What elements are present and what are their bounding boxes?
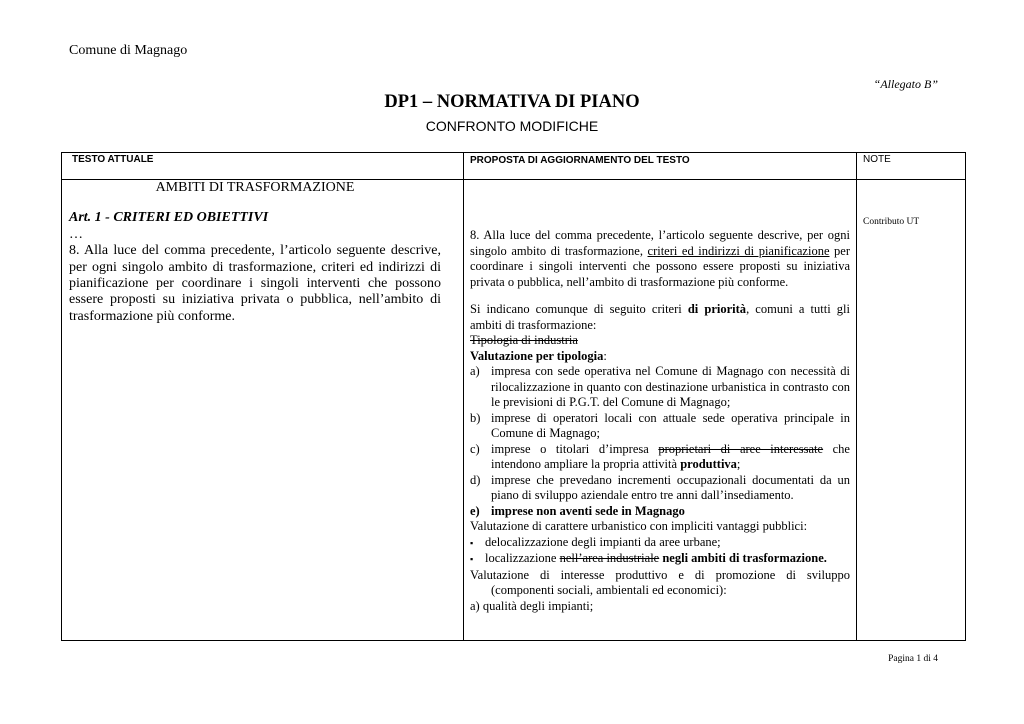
text-run: imprese che prevedano incrementi occupazionali documentati da un piano di sviluppo aziendale entro tre anni dall’insediamento. bbox=[491, 472, 850, 502]
current-text-cell bbox=[69, 180, 441, 325]
list-label: b) bbox=[470, 410, 481, 425]
underlined-text: criteri ed indirizzi di pianificazione bbox=[647, 243, 830, 258]
bullet-item-2 bbox=[470, 551, 850, 568]
list-label: c) bbox=[470, 441, 480, 456]
priority-intro bbox=[470, 302, 850, 333]
text-run: imprese non aventi sede in Magnago bbox=[491, 503, 685, 518]
bold-text: Valutazione per tipologia bbox=[470, 348, 604, 363]
text-run: , comuni a tutti gli ambiti di trasformazione: bbox=[470, 302, 850, 332]
bullet-item-1 bbox=[470, 535, 850, 552]
list-item-b bbox=[470, 411, 850, 442]
proposal-paragraph-8 bbox=[470, 228, 850, 290]
column-header-current: TESTO ATTUALE bbox=[72, 154, 154, 165]
document-subtitle: CONFRONTO MODIFICHE bbox=[425, 118, 599, 134]
struck-text: proprietari di aree interessate bbox=[658, 441, 824, 456]
text-run: Si indicano comunque di seguito criteri bbox=[470, 302, 688, 316]
bullet-icon: ▪ bbox=[470, 537, 474, 548]
list-label: e) bbox=[470, 503, 480, 518]
text-run: impresa con sede operativa nel Comune di Magnago con necessità di rilocalizzazione in quanto con destinazione urbanistica in contrasto con le previsioni di P.G.T. del Comune di Magnago; bbox=[491, 364, 850, 409]
list-item-a bbox=[470, 364, 850, 411]
text-run: che intendono ampliare la propria attività bbox=[491, 441, 850, 471]
section-title: AMBITI DI TRASFORMAZIONE bbox=[155, 180, 355, 195]
note-contribution: Contributo UT bbox=[863, 217, 920, 227]
text-run: ; bbox=[736, 457, 741, 471]
text-run: imprese o titolari d’impresa bbox=[491, 441, 659, 456]
list-item-e bbox=[470, 504, 850, 520]
bold-text: di priorità bbox=[687, 302, 747, 316]
text-run: : bbox=[603, 348, 607, 363]
page-number: Pagina 1 di 4 bbox=[888, 654, 938, 664]
struck-text: nell’area industriale bbox=[559, 551, 660, 565]
text-run: delocalizzazione degli impianti da aree urbane; bbox=[485, 534, 721, 549]
typology-heading bbox=[470, 349, 850, 365]
list-item-d bbox=[470, 473, 850, 504]
municipality-header: Comune di Magnago bbox=[69, 43, 188, 58]
text-run: localizzazione bbox=[485, 551, 560, 565]
ellipsis: … bbox=[69, 226, 83, 242]
document-title: DP1 – NORMATIVA DI PIANO bbox=[384, 92, 640, 112]
column-header-proposal: PROPOSTA DI AGGIORNAMENTO DEL TESTO bbox=[470, 155, 690, 166]
bold-text: negli ambiti di trasformazione. bbox=[659, 551, 827, 565]
quality-item: a) qualità degli impianti; bbox=[470, 598, 594, 613]
column-header-notes: NOTE bbox=[863, 154, 891, 165]
column-divider bbox=[856, 152, 857, 641]
list-label: a) bbox=[470, 364, 480, 378]
article-title: Art. 1 - CRITERI ED OBIETTIVI bbox=[69, 210, 269, 226]
attachment-label: “Allegato B” bbox=[873, 77, 938, 91]
current-paragraph: 8. Alla luce del comma precedente, l’articolo seguente descrive, per ogni singolo ambito di trasformazione, criteri ed indirizzi di pianificazione per coordinare i singoli interventi che possono essere proposti su iniziativa privata o pubblica, nell’ambito di trasformazione più conforme. bbox=[69, 243, 441, 324]
text-run: per coordinare i singoli interventi che possono essere proposti su iniziativa privata o pubblica, nell’ambito di trasformazione più conforme. bbox=[470, 243, 851, 289]
proposal-text-cell bbox=[470, 228, 850, 614]
struck-heading: Tipologia di industria bbox=[470, 333, 578, 347]
column-divider bbox=[463, 152, 464, 641]
text-run: imprese di operatori locali con attuale sede operativa principale in Comune di Magnago; bbox=[491, 410, 850, 440]
bold-text: produttiva bbox=[680, 457, 737, 471]
list-label: d) bbox=[470, 472, 481, 487]
productive-heading: Valutazione di interesse produttivo e di promozione di sviluppo (componenti sociali, ambientali ed economici): bbox=[470, 567, 850, 597]
urban-heading: Valutazione di carattere urbanistico con impliciti vantaggi pubblici: bbox=[470, 519, 808, 533]
bullet-icon: ▪ bbox=[470, 554, 474, 564]
text-run: 8. Alla luce del comma precedente, l’articolo seguente descrive, per ogni singolo ambito di trasformazione, bbox=[470, 228, 850, 258]
list-item-c bbox=[470, 442, 850, 473]
